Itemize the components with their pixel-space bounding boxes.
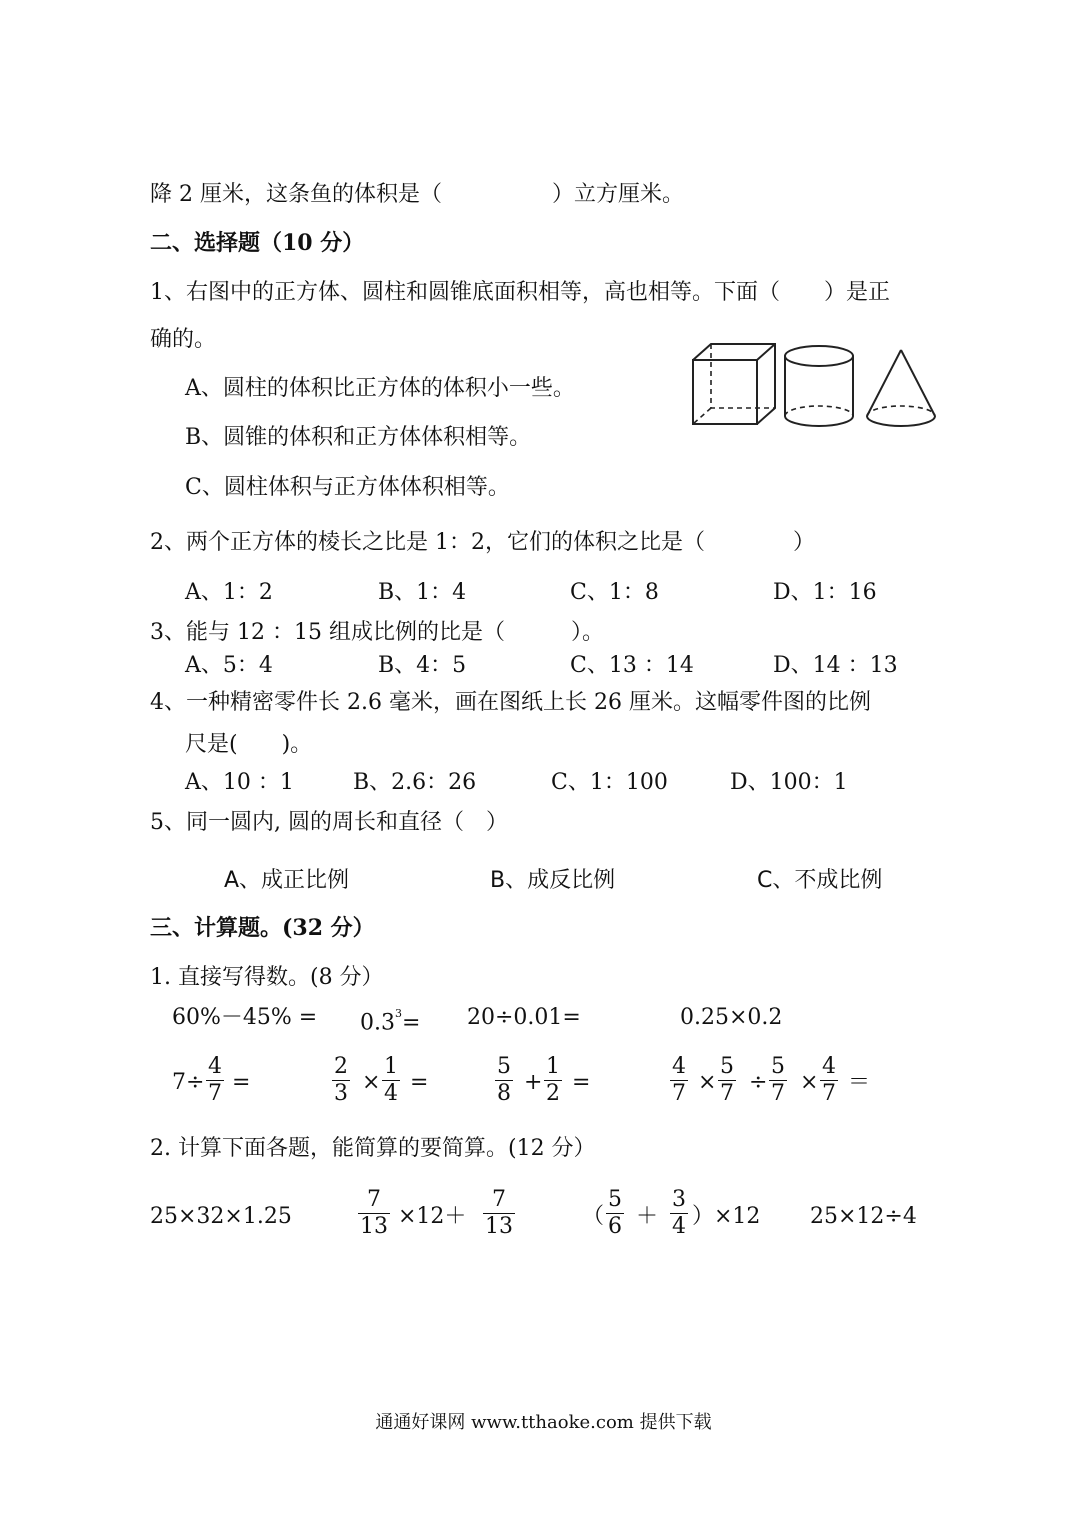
fraction-1-2: 1 2	[546, 1054, 560, 1106]
fraction-5-6: 5 6	[608, 1187, 622, 1239]
fraction-5-8: 5 8	[497, 1054, 511, 1106]
q1-option-c: C、圆柱体积与正方体体积相等。	[185, 475, 510, 500]
q2-option-b: B、1：4	[378, 580, 467, 605]
close-paren-times-12: ）×12	[692, 1204, 761, 1229]
fraction-2-3: 2 3	[334, 1054, 348, 1106]
section-2-title: 二、选择题（10 分）	[150, 230, 365, 256]
calc-1-4: 0.25×0.2	[680, 1005, 783, 1030]
fraction-5-7-a: 5 7	[720, 1054, 734, 1106]
plus-sign: ＋	[636, 1204, 659, 1229]
fraction-4-7: 4 7	[208, 1054, 222, 1106]
q4-option-b: B、2.6：26	[353, 770, 477, 795]
q2-option-c: C、1：8	[570, 580, 659, 605]
q3-text: 3、能与 12 ：15 组成比例的比是（ ）。	[150, 620, 604, 645]
q1-option-b: B、圆锥的体积和正方体体积相等。	[185, 425, 532, 450]
q1-option-a: A、圆柱的体积比正方体的体积小一些。	[185, 376, 575, 401]
page-footer: 通通好课网 www.tthaoke.com 提供下载	[375, 1412, 712, 1433]
q5-text: 5、同一圆内, 圆的周长和直径（ ）	[150, 810, 508, 835]
q2-option-a: A、1：2	[185, 580, 273, 605]
fraction-4-7-b: 4 7	[822, 1054, 836, 1106]
divide-sign: ÷	[749, 1070, 768, 1095]
q4-option-a: A、10 ：1	[185, 770, 294, 795]
equals-sign: =	[572, 1070, 591, 1095]
part2-title: 2. 计算下面各题，能简算的要简算。(12 分）	[150, 1136, 596, 1161]
q4-text-line2: 尺是( )。	[185, 732, 313, 757]
equals-sign: =	[232, 1070, 251, 1095]
q3-option-d: D、14 ：13	[773, 653, 898, 678]
q5-option-a: A、成正比例	[224, 868, 350, 893]
calc-1-3: 20÷0.01=	[467, 1005, 581, 1030]
calc-2-1-prefix: 7÷	[172, 1070, 205, 1095]
open-paren: （	[582, 1204, 605, 1229]
equals-sign: =	[410, 1070, 429, 1095]
section-3-title: 三、计算题。(32 分）	[150, 915, 375, 941]
q1-text-line2: 确的。	[150, 327, 217, 352]
q3-option-a: A、5：4	[185, 653, 273, 678]
fraction-7-13-a: 7 13	[360, 1187, 388, 1239]
times-sign: ×	[800, 1070, 819, 1095]
fraction-5-7-b: 5 7	[771, 1054, 785, 1106]
cylinder-figure	[785, 346, 853, 426]
fraction-4-7-a: 4 7	[672, 1054, 686, 1106]
q2-text: 2、两个正方体的棱长之比是 1：2，它们的体积之比是（ ）	[150, 530, 815, 555]
solids-figure	[685, 338, 985, 438]
calc-p2-4: 25×12÷4	[810, 1204, 917, 1229]
calc-p2-1: 25×32×1.25	[150, 1204, 292, 1229]
q3-option-c: C、13 ：14	[570, 653, 694, 678]
q5-option-b: B、成反比例	[490, 868, 616, 893]
q1-text-line1: 1、右图中的正方体、圆柱和圆锥底面积相等，高也相等。下面（ ）是正	[150, 280, 890, 305]
calc-1-1: 60%－45% =	[172, 1005, 318, 1030]
fraction-7-13-b: 7 13	[485, 1187, 513, 1239]
q4-text-line1: 4、一种精密零件长 2.6 毫米，画在图纸上长 26 厘米。这幅零件图的比例	[150, 690, 871, 715]
fraction-1-4: 1 4	[384, 1054, 398, 1106]
q4-option-d: D、100：1	[730, 770, 848, 795]
q4-option-c: C、1：100	[551, 770, 668, 795]
cube-figure	[693, 344, 775, 424]
equals-sign: ＝	[848, 1070, 871, 1095]
q3-option-b: B、4：5	[378, 653, 467, 678]
q2-option-d: D、1：16	[773, 580, 877, 605]
plus-sign: +	[524, 1070, 543, 1095]
times-sign: ×	[362, 1070, 381, 1095]
cone-figure	[867, 350, 935, 426]
continued-question-line: 降 2 厘米，这条鱼的体积是（ ）立方厘米。	[150, 182, 684, 207]
fraction-3-4: 3 4	[672, 1187, 686, 1239]
times-sign: ×	[698, 1070, 717, 1095]
calc-1-2: $0.3^3=$	[360, 1007, 421, 1036]
q5-option-c: C、不成比例	[757, 868, 883, 893]
part1-title: 1. 直接写得数。(8 分）	[150, 965, 384, 990]
calc-p2-2-mid: ×12＋	[398, 1204, 467, 1229]
